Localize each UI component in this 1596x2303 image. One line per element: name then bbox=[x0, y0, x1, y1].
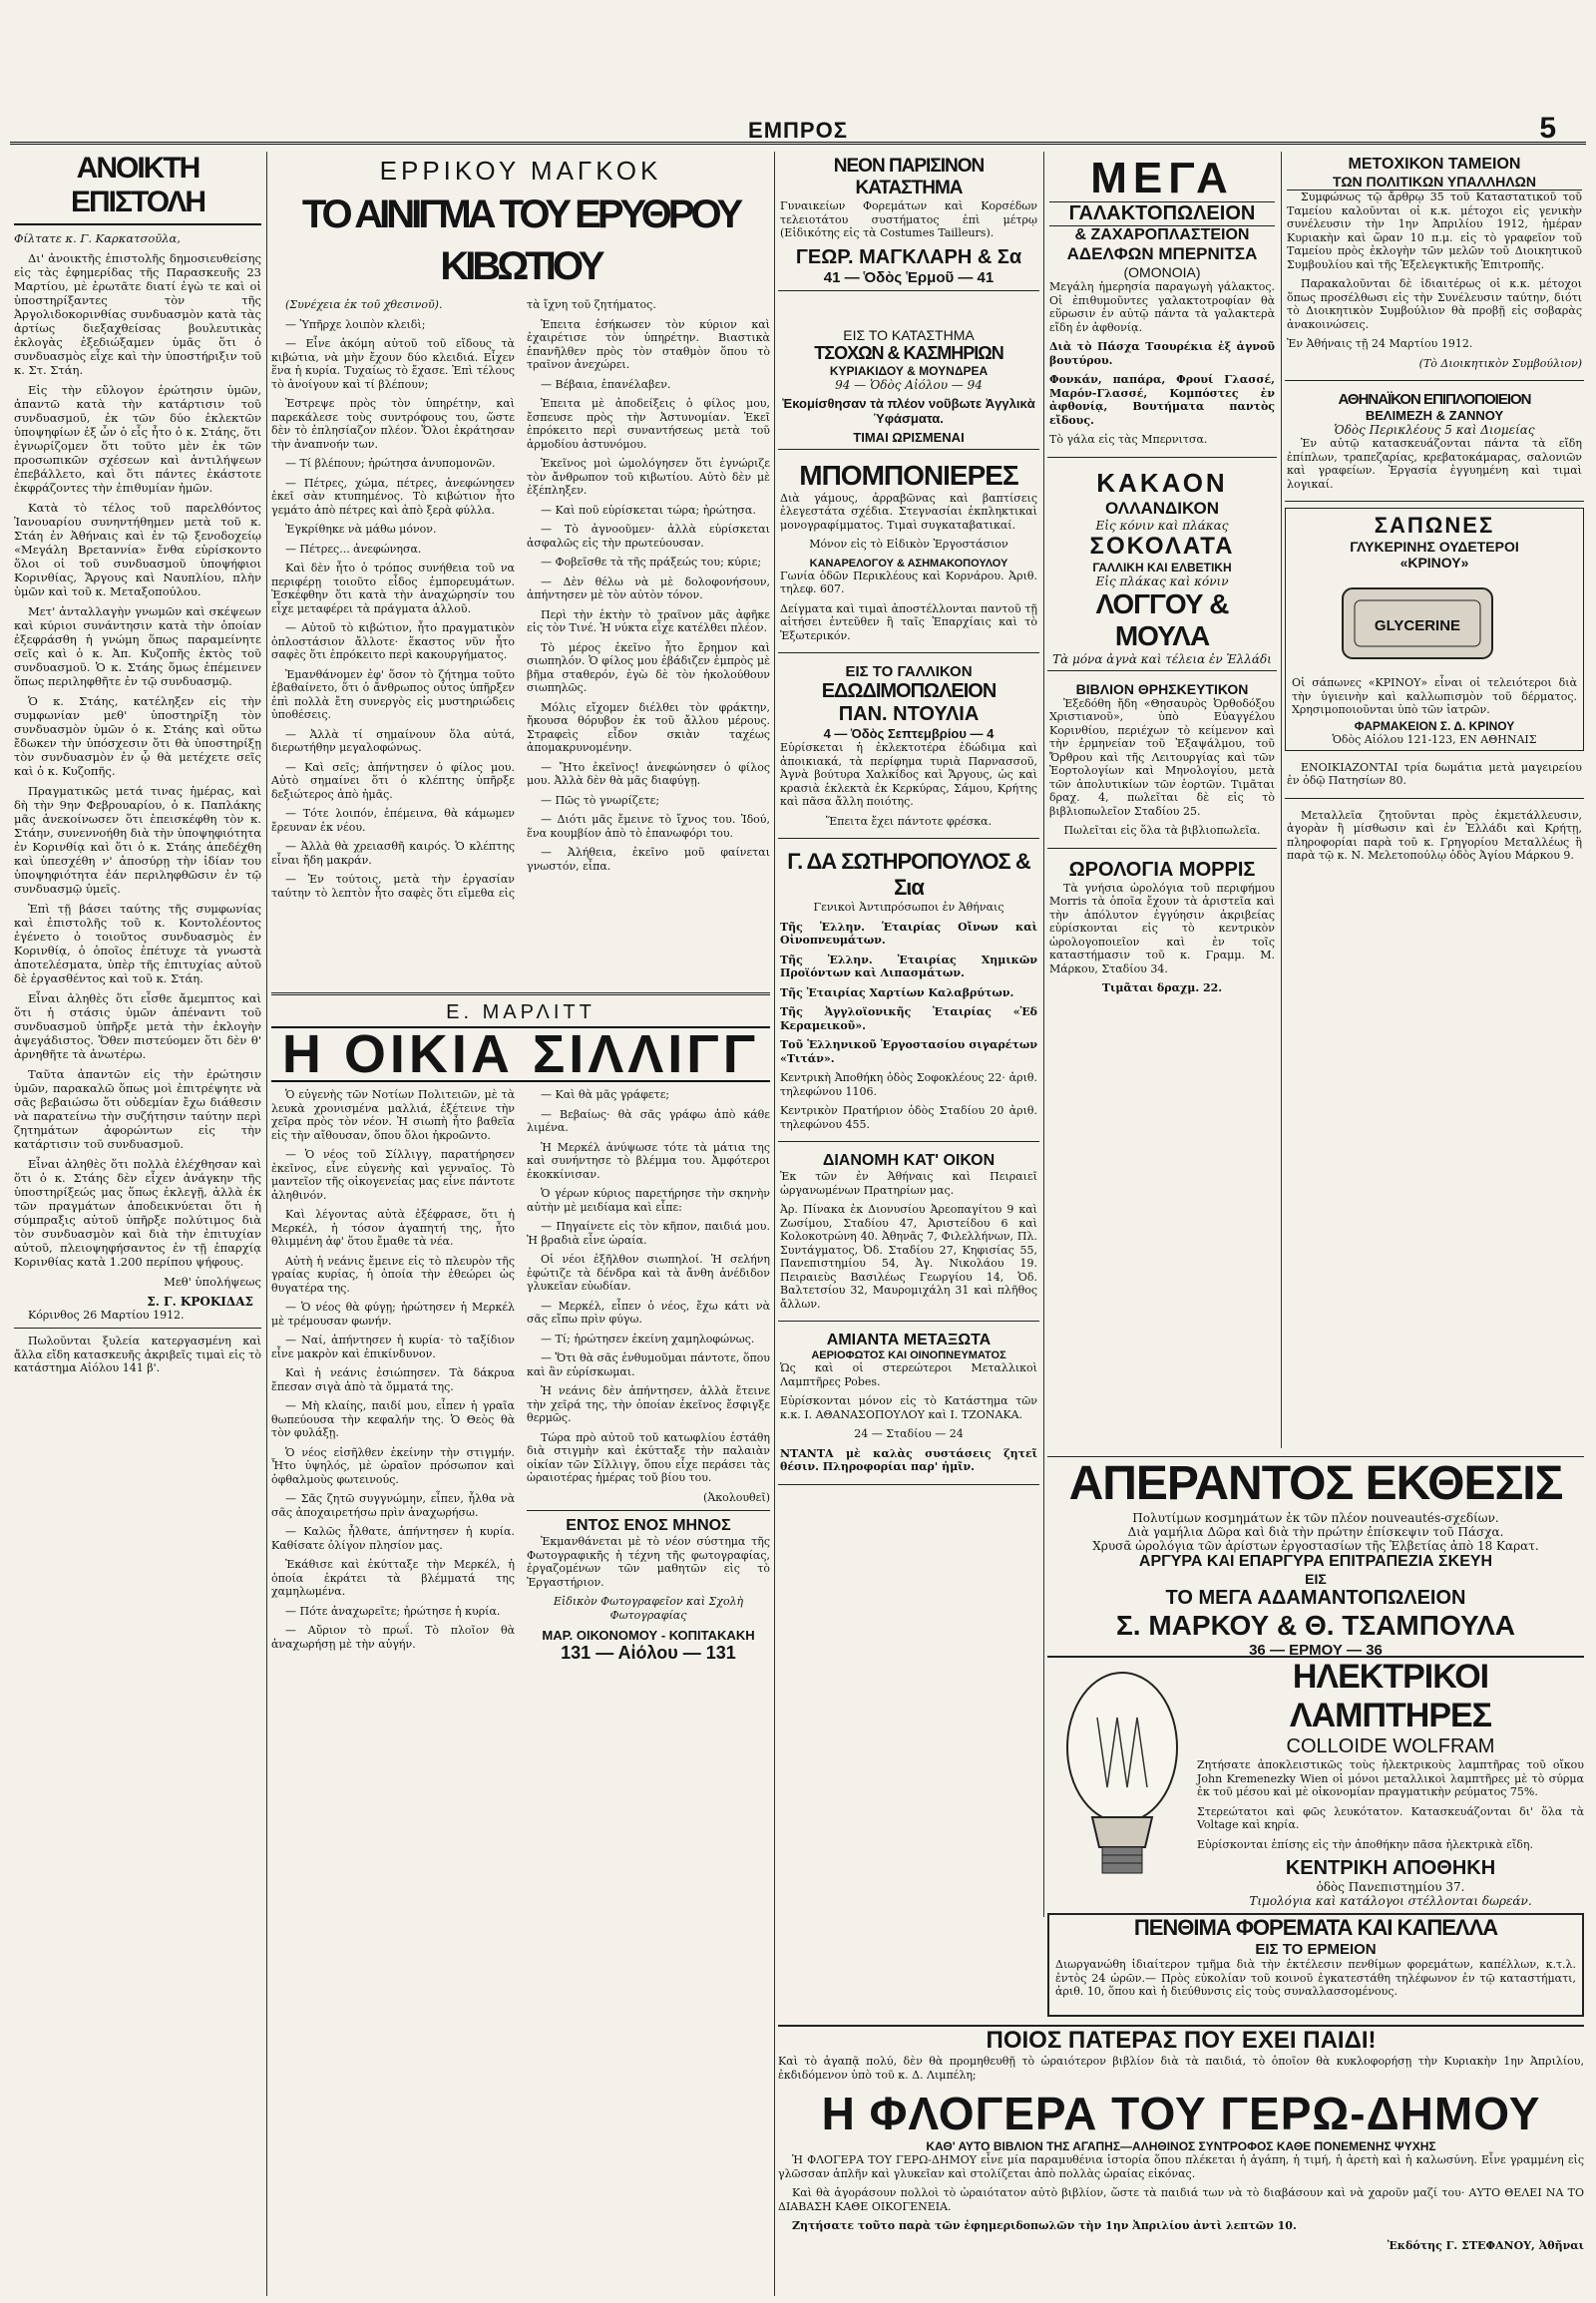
ad-title: ΕΔΩΔΙΜΟΠΩΛΕΙΟΝ bbox=[821, 680, 997, 702]
serial2-paragraph: Οἱ νέοι ἐξῆλθον σιωπηλοί. Ἡ σελήνη ἐφώτιζε τὰ δένδρα καὶ τὰ ἄνθη ἀνέδιδον γλυκεῖαν εὐωδίαν. bbox=[527, 1253, 770, 1293]
ad-text: Ἐκομίσθησαν τὰ πλέον νοῦβωτε Ἀγγλικὰ Ὑφάσματα. bbox=[782, 395, 1035, 426]
ad-item: Τοῦ Ἑλληνικοῦ Ἐργοστασίου σιγαρέτων «Τιτάν». bbox=[780, 1038, 1037, 1065]
letter-paragraph: Κατὰ τὸ τέλος τοῦ παρελθόντος Ἰανουαρίου συνηντήθημεν μετὰ τοῦ κ. Στάη ἐν Ἀθήναις καὶ ἐν τῷ ξενοδοχείῳ «Μεγάλη Βρεταννία» ἔνθα εὑρίσκοντο ὅλοι οἱ τοῦ συνδυασμοῦ ὑποψήφιοι Κορινθίας, Ἄργους καὶ Ναυπλίου, πλὴν ὑμῶν καὶ τοῦ κ. Μεταξοπούλου. bbox=[14, 501, 261, 598]
masthead-title: ΕΜΠΡΟΣ bbox=[748, 118, 848, 143]
serial2-paragraph: — Καὶ θὰ μᾶς γράφετε; bbox=[541, 1088, 670, 1101]
masthead bbox=[10, 112, 1586, 145]
ad-sub: ΓΑΛΑΚΤΟΠΩΛΕΙΟΝ bbox=[1049, 201, 1275, 226]
page-number: 5 bbox=[1539, 112, 1556, 145]
ad-electric-lamps bbox=[1047, 1656, 1584, 1907]
serial1-paragraph: — Βέβαια, ἐπανέλαβεν. bbox=[541, 377, 671, 391]
ad-title: ΩΡΟΛΟΓΙΑ ΜΟΡΡΙΣ bbox=[1068, 858, 1256, 881]
ad-sub: ΑΕΡΙΟΦΩΤΟΣ ΚΑΙ ΟΙΝΟΠΝΕΥΜΑΤΟΣ bbox=[811, 1349, 1006, 1361]
serial2-author: Ε. ΜΑΡΛΙΤΤ bbox=[446, 1001, 596, 1023]
ad-book-flute bbox=[778, 2025, 1584, 2296]
ad-name: ΑΔΕΛΦΩΝ ΜΠΕΡΝΙΤΣΑ bbox=[1066, 244, 1258, 263]
serial2-paragraph: — Πηγαίνετε εἰς τὸν κῆπον, παιδιά μου. Ἡ βραδιὰ εἶνε ὡραία. bbox=[527, 1220, 770, 1247]
ad-line: Διὰ γαμήλια Δῶρα καὶ διὰ τὴν πρώτην ἐπίσκεψιν τοῦ Πάσχα. bbox=[1127, 1525, 1504, 1539]
ad-price: Τιμᾶται δραχμ. 22. bbox=[1101, 981, 1223, 994]
ad-title2: ΣΟΚΟΛΑΤΑ bbox=[1089, 532, 1235, 560]
serial1-body bbox=[271, 298, 770, 986]
ad-dairy bbox=[1047, 152, 1277, 458]
ad-brand: COLLOIDE WOLFRAM bbox=[1286, 1735, 1495, 1757]
letter-paragraph: Δι' ἀνοικτῆς ἐπιστολῆς δημοσιευθείσης εἰς τὰς ἐφημερίδας τῆς Παρασκευῆς 23 Μαρτίου, μὲ ἐρωτᾶτε διατί ἐγὼ τε καὶ οἱ ὑποστηρίξαντες τὸν τῆς Ἀργολιδοκορινθίας συνδυασμὸν κατὰ τὰς ἀρτίως διεξαχθείσας βουλευτικὰς ἐκλογὰς ἐξεδιώξαμεν ὑμᾶς ὅτι ὁ συνδυασμὸς εἶχε καὶ τὴν ὑποστήριξιν τοῦ κ. Στ. Στάη. bbox=[14, 251, 261, 377]
divider bbox=[527, 1510, 770, 1511]
ad-text: Διὰ γάμους, ἀρραβῶνας καὶ βαπτίσεις ἐλεγεστάτα σχέδια. Στεγνασίαι ἐκπληκτικαὶ μονογραφίμματος. Τιμαὶ συγκαταβατικαί. bbox=[780, 491, 1037, 532]
ad-name: ΠΑΝ. ΝΤΟΥΛΙΑ bbox=[838, 703, 980, 725]
serial2-paragraph: — Μερκέλ, εἶπεν ὁ νέος, ἔχω κάτι νὰ σᾶς εἴπω πρὶν φύγω. bbox=[527, 1299, 770, 1326]
serial2-paragraph: — Βεβαίως· θὰ σᾶς γράφω ἀπὸ κάθε λιμένα. bbox=[527, 1107, 770, 1134]
ad-address: 24 — Σταδίου — 24 bbox=[854, 1427, 964, 1440]
ad-title: ΒΙΒΛΙΟΝ ΘΡΗΣΚΕΥΤΙΚΟΝ bbox=[1075, 680, 1249, 697]
ad-text: Τὰ γνήσια ὡρολόγια τοῦ περιφήμου Morris τὰ ὁποῖα ἔχουν τὰ ἀριστεῖα καὶ τὴν ἀπόλυτον ἐγγύησιν ἀκριβείας εὑρίσκονται εἰς τὸ κεντρικὸν ὡρολογοποιεῖον καὶ ἐν τοῖς καταστήμασιν τοῦ κ. Γραμμ. Μ. Μάρκου, Σταδίου 34. bbox=[1049, 881, 1275, 975]
serial1-paragraph: — Ἀλλὰ τί σημαίνουν ὅλα αὐτά, διερωτήθην μεγαλοφώνως. bbox=[271, 727, 515, 754]
serial2-paragraph: Ὁ γέρων κύριος παρετήρησε τὴν σκηνὴν αὐτὴν μὲ μειδίαμα καὶ εἶπε: bbox=[527, 1187, 770, 1214]
ad-line: Εἰς κόνιν καὶ πλάκας bbox=[1095, 518, 1229, 533]
soap-label: GLYCERINE bbox=[1374, 617, 1461, 634]
ad-address: ὁδὸς Πανεπιστημίου 37. bbox=[1316, 1880, 1465, 1894]
serial2-paragraph: Αὐτὴ ἡ νεάνις ἔμεινε εἰς τὸ πλευρὸν τῆς γραίας κυρίας, ἡ ὁποία τὴν ἐθεώρει ὡς θυγατέρα της. bbox=[271, 1254, 515, 1295]
ad-text: Οἱ σάπωνες «ΚΡΙΝΟΥ» εἶναι οἱ τελειότεροι διὰ τὴν ὑγιεινὴν καὶ καλλωπισμὸν τοῦ δέρματος. Χρησιμοποιοῦνται ὑπὸ τῶν ἰατρῶν. bbox=[1292, 676, 1577, 716]
serial1-paragraph: — Ἤτο ἐκεῖνος! ἀνεφώνησεν ὁ φίλος μου. Ἀλλὰ δὲν θὰ μᾶς διαφύγῃ. bbox=[527, 760, 770, 787]
ad-footer: Τὰ μόνα ἀγνὰ καὶ τέλεια ἐν Ἑλλάδι bbox=[1052, 651, 1272, 666]
ad-closing: Πωλεῖται εἰς ὅλα τὰ βιβλιοπωλεῖα. bbox=[1063, 824, 1261, 837]
serial1-paragraph: — Πῶς τὸ γνωρίζετε; bbox=[541, 793, 660, 807]
serial2-paragraph: Ἡ Μερκέλ ἀνύψωσε τότε τὰ μάτια της καὶ συνήντησε τὸ βλέμμα του. Ἀμφότεροι ἐκοκκίνισαν. bbox=[527, 1140, 770, 1181]
letter-closing: Μεθ' ὑπολήψεως bbox=[164, 1275, 261, 1289]
ad-furniture bbox=[1285, 387, 1584, 502]
ad-text: Ὡς καὶ οἱ στερεώτεροι Μεταλλικοὶ Λαμπτῆρες Pobes. bbox=[780, 1361, 1037, 1388]
ad-date: Ἐν Ἀθήναις τῇ 24 Μαρτίου 1912. bbox=[1287, 337, 1473, 350]
ad-shop: Εὑρίσκονται μόνον εἰς τὸ Κατάστημα τῶν κ.κ. Ι. ΑΘΑΝΑΣΟΠΟΥΛΟΥ καὶ Ι. ΤΖΟΝΑΚΑ. bbox=[780, 1394, 1037, 1421]
serial1-paragraph: Ἐπειτα ἐσήκωσεν τὸν κύριον καὶ ἐχαιρέτισε τὸν ὑπηρέτην. Βιαστικὰ ἐπανῆλθεν πρὸς τὸν σταθμὸν ὅπου τὸ τραῖνον ἀνεχώρει. bbox=[527, 317, 770, 371]
serial1-paragraph: Ἐμανθάνομεν ἐφ' ὅσον τὸ ζήτημα τοῦτο ἐβαθαίνετο, ὅτι ὁ ἄνθρωπος οὗτος ὑπῆρξεν ἐπὶ πολλὰ ἔτη συνεργὸς εἰς μυστηριώδεις ὑποθέσεις. bbox=[271, 667, 515, 721]
serial2-paragraph: — Ὁ νέος θὰ φύγῃ; ἠρώτησεν ἡ Μερκέλ μὲ τρέμουσαν φωνήν. bbox=[271, 1301, 515, 1328]
soap-bar-illustration bbox=[1335, 571, 1534, 670]
ad-parisian-store bbox=[778, 152, 1039, 291]
ad-text: Ἐν αὐτῷ κατασκευάζονται πάντα τὰ εἴδη ἐπίπλων, τραπεζαρίας, κρεβατοκάμαρας, σαλονιῶν καὶ γραφείων. Ἐργασία ἐγγυημένη καὶ τιμαὶ λογικαί. bbox=[1287, 437, 1582, 491]
ad-mantles bbox=[778, 1328, 1039, 1485]
ad-question: ΠΟΙΟΣ ΠΑΤΕΡΑΣ ΠΟΥ ΕΧΕΙ ΠΑΙΔΙ! bbox=[986, 2027, 1377, 2054]
serial1-paragraph: — Τί βλέπουν; ἠρώτησα ἀνυπομονῶν. bbox=[285, 457, 496, 470]
column-divider bbox=[1281, 152, 1282, 1448]
ad-text: Εὑρίσκονται ἐπίσης εἰς τὴν ἀποθήκην πᾶσα ἠλεκτρικὰ εἴδη. bbox=[1197, 1837, 1533, 1851]
serial1-paragraph: — Αὐτοῦ τὸ κιβώτιον, ἦτο πραγματικὸν ὁπλοστάσιον ἄλλοτε· ἕκαστος νῦν ἦτο σαφὲς ὅτι ἐπρόκειτο περὶ κακουργήματος. bbox=[271, 621, 515, 661]
ad-text: Καὶ θὰ ἀγοράσουν πολλοὶ τὸ ὡραιότατον αὐτὸ βιβλίον, ὥστε τὰ παιδιά των νὰ τὸ διαβάσουν καὶ νὰ χαροῦν μαζί του· ΑΥΤΟ ΘΕΛΕΙ ΝΑ ΤΟ ΔΙΑΒΑΣΗ ΚΑΘΕ ΟΙΚΟΓΕΝΕΙΑ. bbox=[778, 2186, 1584, 2213]
serial1-paragraph: Ἐκεῖνος μοὶ ὡμολόγησεν ὅτι ἐγνώριζε τὸν ἄνθρωπον τοῦ κιβωτίου. Αὐτὸ δὲν μὲ ἐξέπληξεν. bbox=[527, 457, 770, 497]
ad-title: ΜΕΤΟΧΙΚΟΝ ΤΑΜΕΙΟΝ bbox=[1348, 156, 1521, 173]
filler-heading: ΕΝΤΟΣ ΕΝΟΣ ΜΗΝΟΣ bbox=[566, 1517, 731, 1534]
letter-paragraph: Εἶναι ἀληθὲς ὅτι εἶσθε ἄμεμπτος καὶ ὅτι ἡ στάσις ὑμῶν ἀπέναντι τοῦ συνδυασμοῦ ὑπῆρξε μετὰ τὴν ἐκλογὴν ἀψεγάδιστος. Ὅθεν πιστεύομεν ὅτι δὲν θ' ἀρνηθῆτε τὰ ἀνωτέρω. bbox=[14, 991, 261, 1061]
serial1-paragraph: — Εἶνε ἀκόμη αὐτοῦ τοῦ εἴδους τὰ κιβώτια, νὰ μὴν ἔχουν δύο κλειδιά. Εἶχεν ἕνα ἡ κυρία. Τυχαίως τὸ ἔχασε. Ἐπὶ τέλους τὸ ἀνοίγουν καὶ τί βλέπουν; bbox=[271, 337, 515, 391]
ad-note: Δείγματα καὶ τιμαὶ ἀποστέλλονται παντοῦ τῇ αἰτήσει ἐντεῦθεν ἢ ταῖς Ἐπαρχίαις καὶ τὸ Ἐξωτερικόν. bbox=[780, 601, 1037, 642]
ad-text: ΕΝΟΙΚΙΑΖΟΝΤΑΙ τρία δωμάτια μετὰ μαγειρείου ἐν ὁδῷ Πατησίων 80. bbox=[1287, 760, 1582, 787]
ad-list: Ἀρ. Πίνακα ἐκ Διονυσίου Ἀρεοπαγίτου 9 καὶ Ζωσίμου, Σταδίου 47, Ἀριστείδου 6 καὶ Κολοκοτρώνη 40. Ἀθηνᾶς 7, Φιλελλήνων, Πλ. Συντάγματος, Ὀδ. Σταδίου 27, Κηφισίας 55, Πανεπιστημίου 54, Ἀγ. Νικολάου 19. Πειραιεὺς Βασιλέως Γεωργίου 14, Ὁδ. Βαλτετσίου 32, Μαυρομιχάλη 31 καὶ πλῆθος ἄλλων. bbox=[780, 1203, 1037, 1311]
ad-line2: Εἰς πλάκας καὶ κόνιν bbox=[1095, 574, 1229, 588]
serial1-paragraph: — Φοβεῖσθε τὰ τῆς πράξεώς του; κύριε; bbox=[541, 556, 762, 569]
ad-pre: ΕΙΣ bbox=[1305, 1571, 1327, 1587]
ad-text: Διωργανώθη ἰδιαίτερον τμῆμα διὰ τὴν ἐκτέλεσιν πενθίμων φορεμάτων, καπέλλων, κ.τ.λ. ἐντὸς 24 ὡρῶν.— Πρὸς εὐκολίαν τοῦ κοινοῦ ἐγκατεστάθη τηλέφωνον ἐν τῷ καταστήματι, ἀριθ. 10, ὅπου καὶ ἡ διεύθυνσις εἰς τοὺς συναλλασσομένους. bbox=[1055, 1958, 1576, 1998]
ad-question-text: Καὶ τὸ ἀγαπᾷ πολύ, δὲν θὰ προμηθευθῇ τὸ ὡραιότερον βιβλίον διὰ τὰ παιδιά, τὸ ὁποῖον θὰ κυκλοφορήσῃ τὴν Κυριακὴν 1ην Ἀπριλίου, ἐκδιδόμενον ὑπὸ τοῦ κ. Δ. Λιμπέλη; bbox=[778, 2055, 1584, 2082]
ad-name: ΤΣΟΧΩΝ & ΚΑΣΜΗΡΙΩΝ bbox=[814, 342, 1003, 363]
ad-shareholders-fund bbox=[1285, 152, 1584, 381]
serial1-author: ΕΡΡΙΚΟΥ ΜΑΓΚΟΚ bbox=[379, 156, 662, 186]
serial2-body bbox=[271, 1088, 770, 2125]
serial2-paragraph: — Μὴ κλαίης, παιδί μου, εἶπεν ἡ γραῖα θωπεύουσα τὴν κεφαλήν της. Ὁ Θεὸς θὰ τὸν φυλάξῃ. bbox=[271, 1399, 515, 1439]
open-letter-column bbox=[14, 152, 261, 2296]
serial1-paragraph: — Ἐν τούτοις, μετὰ τὴν ἐργασίαν ταύτην τὸ λεπτὸν ἦτο σαφὲς ὅτι εἴμεθα εἰς τὰ ἴχνη τοῦ ζητήματος. bbox=[271, 298, 656, 900]
column-divider bbox=[1043, 152, 1044, 1917]
ad-center: ΚΕΝΤΡΙΚΗ ΑΠΟΘΗΚΗ bbox=[1285, 1857, 1496, 1879]
serial1-note: (Συνέχεια ἐκ τοῦ χθεσινοῦ). bbox=[285, 298, 443, 311]
ad-address: 41 — Ὁδὸς Ἑρμοῦ — 41 bbox=[823, 268, 995, 286]
letter-paragraph: Πραγματικῶς μετά τινας ἡμέρας, καὶ δὴ τὴν 9ην Φεβρουαρίου, ὁ κ. Παπλάκης μᾶς ἀνεκοίνωσεν ὅτι ἐπεισκέφθη τὸν κ. Στάην, συνεννοήθη διὰ τὴν ὑποψηφιότητα ἐν Κορινθίᾳ καὶ ὅτι ὁ κ. Στάης ἀπεδέχθη καὶ ὑπεσχέθη ν' ἀποσύρῃ τὴν ἰδίαν του ὑποψηφιότητα ἐάν περιληφθῶσιν ἐν τῷ συνδυασμῷ ὑμεῖς. bbox=[14, 784, 261, 896]
ad-title: ΣΑΠΩΝΕΣ bbox=[1374, 513, 1495, 538]
ad-title: ΑΘΗΝΑΪΚΟΝ ΕΠΙΠΛΟΠΟΙΕΙΟΝ bbox=[1338, 391, 1531, 408]
ad-address: 94 — Ὁδὸς Αἰόλου — 94 bbox=[835, 377, 983, 392]
filler-text: Ἐκμανθάνεται μὲ τὸ νέον σύστημα τῆς Φωτογραφικῆς ἡ τέχνη τῆς φωτογραφίας, ἐργαζομένων τῶν μαθητῶν εἰς τὸ Ἐργαστήριον. bbox=[527, 1535, 770, 1589]
serial2-paragraph: — Σᾶς ζητῶ συγγνώμην, εἶπεν, ἦλθα νὰ σᾶς ἀποχαιρετήσω πρὶν ἀναχωρήσω. bbox=[271, 1492, 515, 1519]
serial1-paragraph: — Δὲν θέλω νὰ μὲ δολοφονήσουν, ἀπήντησεν μὲ τὸν αὐτὸν τόνον. bbox=[527, 575, 770, 601]
letter-paragraph: Ὁ κ. Στάης, κατέληξεν εἰς τὴν συμφωνίαν μεθ' ὑποστηρίξη τὸν συνδυασμὸν ὑμῶν ὁ κ. Στάης καὶ οὕτω ἔδωκεν τὴν ὑπόσχεσιν ὅτι θὰ ὑποστηρίξῃ τὸν συνδυασμὸν ἐν ᾧ θὰ μετέχετε σεῖς καὶ ὁ κ. Κυζοπῆς. bbox=[14, 694, 261, 778]
ad-text: Ζητήσατε ἀποκλειστικῶς τοὺς ἠλεκτρικοὺς λαμπτῆρας τοῦ οἴκου John Kremenezky Wien οἱ μόνοι μεταλλικοὶ λαμπτῆρες μὲ τὸ σύρμα ἐκ τοῦ μέσου καὶ μὲ οἰκονομίαν πραγματικὴν ρεύματος 75%. bbox=[1197, 1758, 1584, 1798]
ad-owners: ΚΥΡΙΑΚΙΔΟΥ & ΜΟΥΝΔΡΕΑ bbox=[829, 363, 989, 378]
ad-pre: ΕΙΣ ΤΟ ΓΑΛΛΙΚΟΝ bbox=[845, 663, 973, 680]
ads-column-4 bbox=[1047, 152, 1277, 1448]
column-divider bbox=[774, 152, 775, 2296]
ad-title: ΑΠΕΡΑΝΤΟΣ ΕΚΘΕΣΙΣ bbox=[1068, 1457, 1563, 1510]
ad-text: Εὑρίσκεται ἡ ἐκλεκτοτέρα ἐδώδιμα καὶ ἀποικιακά, τὰ περίφημα τυριὰ Παρνασσοῦ, Ἀγνὰ βούτυρα Χαλκίδος καὶ Ἄργους, ὡς καὶ κρασιὰ ἐκλεκτὰ ἐκ Κερκύρας, Σάμου, Κρήτης καὶ πᾶσα ἄλλη ποιότης. bbox=[780, 741, 1037, 808]
serial1-paragraph: Τὸ μέρος ἐκεῖνο ἦτο ἔρημον καὶ σιωπηλόν. Ὁ φίλος μου ἐβάδιζεν ἐμπρὸς μὲ βῆμα σταθερόν, ἐγὼ δὲ τὸν ἠκολούθουν σιωπηλῶς. bbox=[527, 640, 770, 694]
ad-item: Τῆς Ἀγγλοϊονικῆς Ἑταιρίας «Ἐδ Κεραμεικοῦ». bbox=[780, 1005, 1037, 1032]
ad-item: Τῆς Ἑλλην. Ἑταιρίας Οἴνων καὶ Οἰνοπνευμάτων. bbox=[780, 920, 1037, 947]
ad-cloth-store bbox=[778, 297, 1039, 450]
serial2-paragraph: — Πότε ἀναχωρεῖτε; ἠρώτησε ἡ κυρία. bbox=[285, 1604, 501, 1618]
ad-prices: ΤΙΜΑΙ ΩΡΙΣΜΕΝΑΙ bbox=[853, 429, 965, 445]
serial1-paragraph: Περὶ τὴν ἐκτὴν τὸ τραῖνον μᾶς ἀφῆκε εἰς τὸν Τινέ. Ἡ νύκτα εἶχε κατέλθει πλέον. bbox=[527, 607, 770, 634]
serial1-header bbox=[271, 156, 770, 292]
ad-rooms-for-rent bbox=[1285, 757, 1584, 799]
ad-pre: ΕΙΣ ΤΟ ΚΑΤΑΣΤΗΜΑ bbox=[843, 326, 975, 343]
ad-item: Τῆς Ἑταιρίας Χαρτίων Καλαβρύτων. bbox=[780, 985, 1014, 999]
ad-shop-address: Γωνία ὁδῶν Περικλέους καὶ Κορνάρου. Ἀριθ. τηλεφ. 607. bbox=[780, 569, 1037, 595]
column-divider bbox=[266, 152, 267, 2296]
ad-line: ΑΡΓΥΡΑ ΚΑΙ ΕΠΑΡΓΥΡΑ ΕΠΙΤΡΑΠΕΖΙΑ ΣΚΕΥΗ bbox=[1138, 1553, 1493, 1570]
ad-title: Η ΦΛΟΓΕΡΑ ΤΟΥ ΓΕΡΩ-ΔΗΜΟΥ bbox=[821, 2088, 1541, 2139]
serial2-paragraph: Καὶ λέγοντας αὐτὰ ἐξέφρασε, ὅτι ἡ Μερκέλ, ἡ τόσον ἀγαπητή της, ἦτο θλιμμένη ἀφ' ὅτου ἔμαθε τὰ νέα. bbox=[271, 1208, 515, 1248]
serial2-paragraph: — Ναί, ἀπήντησεν ἡ κυρία· τὸ ταξίδιον εἶνε μακρὸν καὶ ἐπικίνδυνον. bbox=[271, 1334, 515, 1360]
serial1-paragraph: — Ἀλλὰ θὰ χρειασθῆ καιρός. Ὁ κλέπτης εἶναι ἤδη μακράν. bbox=[271, 840, 515, 867]
letter-paragraph: Ταῦτα ἀπαντῶν εἰς τὴν ἐρώτησιν ὑμῶν, παρακαλῶ ὅπως μοὶ ἐπιτρέψητε νὰ σᾶς βεβαιώσω ὅτι οὐδεμίαν ἔχω διάθεσιν νὰ παρατείνω τὴν συζήτησιν ταύτην περὶ ζητημάτων ἀφορώντων εἰς τὴν κατάρτισιν τοῦ συνδυασμοῦ. bbox=[14, 1067, 261, 1151]
ad-text: Μεγάλη ἡμερησία παραγωγὴ γάλακτος. Οἱ ἐπιθυμοῦντες γαλακτοτροφίαν θὰ εὕρωσιν ἐν αὐτῷ πάντα τὰ γαλακτερὰ εἴδη ἐν ἀφθονίᾳ. bbox=[1049, 280, 1275, 334]
ad-offices: Κεντρικὸν Πρατήριον ὁδὸς Σταδίου 20 ἀριθ. τηλεφώνου 455. bbox=[780, 1104, 1037, 1131]
serial-column bbox=[271, 152, 770, 2296]
ad-name: Γ. ΔΑ ΣΩΤΗΡΟΠΟΥΛΟΣ & Σια bbox=[787, 849, 1030, 900]
ad-cocoa bbox=[1047, 464, 1277, 671]
ad-name: ΓΕΩΡ. ΜΑΓΚΛΑΡΗ & Σα bbox=[795, 245, 1022, 268]
serial1-paragraph: — Πέτρες... ἀνεφώνησα. bbox=[285, 542, 422, 556]
ad-title: ΚΑΚΑΟΝ bbox=[1096, 467, 1228, 498]
ad-sub: ΓΛΥΚΕΡΙΝΗΣ ΟΥΔΕΤΕΡΟΙ bbox=[1350, 539, 1519, 555]
ad-sub: ΚΑΘ' ΑΥΤΟ ΒΙΒΛΙΟΝ ΤΗΣ ΑΓΑΠΗΣ—ΑΛΗΘΙΝΟΣ ΣΥΝΤΡΟΦΟΣ ΚΑΘΕ ΠΟΝΕΜΕΝΗΣ ΨΥΧΗΣ bbox=[926, 2139, 1436, 2153]
serial1-paragraph: Ἐστρεψε πρὸς τὸν ὑπηρέτην, καὶ παρεκάλεσε τοὺς συντρόφους του, ὥστε δὲν τὸ ἐπλησίαζον πλέον. Ὅλοι ἐκράτησαν τὴν ἀναπνοήν των. bbox=[271, 397, 515, 451]
ad-brand: «ΚΡΙΝΟΥ» bbox=[1399, 555, 1469, 571]
ad-sub2: & ΖΑΧΑΡΟΠΛΑΣΤΕΙΟΝ bbox=[1074, 226, 1250, 243]
serial2-paragraph: Καὶ ἡ νεάνις ἐσιώπησεν. Τὰ δάκρυα ἔπεσαν σιγὰ ἀπὸ τὰ ὄμματά της. bbox=[271, 1366, 515, 1393]
ad-sub: ΒΕΛΙΜΕΖΗ & ΖΑΝΝΟΥ bbox=[1365, 408, 1504, 423]
ad-shop: ΚΑΝΑΡΕΛΟΓΟΥ & ΑΣΗΜΑΚΟΠΟΥΛΟΥ bbox=[809, 557, 1008, 570]
serial2-paragraph: — Ὅτι θὰ σᾶς ἐνθυμοῦμαι πάντοτε, ὅπου καὶ ἂν εὑρίσκωμαι. bbox=[527, 1351, 770, 1378]
serial1-paragraph: Ἐγκρίθηκε νὰ μάθω μόνον. bbox=[285, 523, 437, 536]
ad-sub: Γενικοὶ Ἀντιπρόσωποι ἐν Ἀθήναις bbox=[813, 901, 1004, 914]
ad-title: ΔΙΑΝΟΜΗ ΚΑΤ' ΟΙΚΟΝ bbox=[822, 1152, 996, 1169]
ad-sub2: ΓΑΛΛΙΚΗ ΚΑΙ ΕΛΒΕΤΙΚΗ bbox=[1092, 560, 1232, 575]
letter-paragraph: Ἐπὶ τῇ βάσει ταύτης τῆς συμφωνίας καὶ ἐπιστολῆς τοῦ κ. Κοντολέοντος ἐγένετο ὁ τοιοῦτος συνδυασμὸς ἐν Κορινθίᾳ, ὁ ὁποῖος ἐπέτυχε τὰ γνωστὰ ἀποτελέσματα, ὑπὲρ τῆς ἐπιτυχίας αὐτοῦ δὲ ἐργασθέντος καὶ τοῦ κ. Στάη. bbox=[14, 902, 261, 985]
serial2-paragraph: — Καλῶς ἦλθατε, ἀπήντησεν ἡ κυρία. Καθίσατε ὀλίγον πλησίον μας. bbox=[271, 1525, 515, 1552]
ad-address: 36 — ΕΡΜΟΥ — 36 bbox=[1249, 1642, 1383, 1659]
ad-title: ΜΕΓΑ bbox=[1090, 154, 1234, 202]
ad-sign: (Τὸ Διοικητικὸν Συμβούλιον) bbox=[1418, 356, 1582, 370]
open-letter-headline: ΑΝΟΙΚΤΗ ΕΠΙΣΤΟΛΗ bbox=[14, 152, 261, 225]
serial1-paragraph: — Καὶ ποῦ εὑρίσκεται τώρα; ἠρώτησα. bbox=[541, 503, 756, 517]
letter-salutation: Φίλτατε κ. Γ. Καρκατσοῦλα, bbox=[14, 231, 181, 245]
filler-owner: ΜΑΡ. ΟΙΚΟΝΟΜΟΥ - ΚΟΠΙΤΑΚΑΚΗ bbox=[542, 1628, 755, 1643]
serial1-paragraph: — Ὑπῆρχε λοιπὸν κλειδὶ; bbox=[285, 317, 426, 331]
serial2-paragraph: Ὁ νέος εἰσῆλθεν ἐκείνην τὴν στιγμήν. Ἦτο ὑψηλός, μὲ ὡραῖον πρόσωπον καὶ ὀφθαλμοὺς φωτεινούς. bbox=[271, 1445, 515, 1486]
ad-item: Τῆς Ἑλλην. Ἑταιρίας Χημικῶν Προϊόντων καὶ Λιπασμάτων. bbox=[780, 953, 1037, 979]
ad-extra: Ἕπειτα ἔχει πάντοτε φρέσκα. bbox=[825, 814, 993, 828]
ad-text: Ἐξεδόθη ἤδη «Θησαυρὸς Ὀρθοδόξου Χριστιανοῦ», ὑπὸ Εὐαγγέλου Κορινθίου, περιέχων τὸ κείμενον καὶ τὴν ἑρμηνείαν τοῦ Ἐξαψάλμου, τοῦ Ὄρθρου καὶ τῆς Λειτουργίας καὶ τῶν Ἑορτολογίων καὶ Μηνολογίου, μετὰ τῶν ἀπολυτικίων τῶν ἑορτῶν. Τιμᾶται δραχ. 4, πωλεῖται δὲ εἰς τὸ βιβλιοπωλεῖον Σταδίου 25. bbox=[1049, 696, 1275, 818]
ad-sub: ΟΛΛΑΝΔΙΚΟΝ bbox=[1105, 498, 1219, 518]
filler-address: 131 — Αἰόλου — 131 bbox=[561, 1643, 736, 1663]
ad-text: Γυναικείων Φορεμάτων καὶ Κορσέδων τελειοτάτου συστήματος ἐπὶ μέτρῳ (Εἰδικότης εἰς τὰ Costumes Tailleurs). bbox=[780, 199, 1037, 239]
serial1-paragraph: — Καὶ σεῖς; ἀπήντησεν ὁ φίλος μου. Αὐτὸ σημαίνει ὅτι ὁ κλέπτης ὑπῆρξε δεξιώτερος ἀπὸ ἡμᾶς. bbox=[271, 760, 515, 801]
letter-signature: Σ. Γ. ΚΡΟΚΙΔΑΣ bbox=[147, 1295, 253, 1309]
ad-price: Ζητήσατε τοῦτο παρὰ τῶν ἐφημεριδοπωλῶν τὴν 1ην Ἀπριλίου ἀντὶ λεπτῶν 10. bbox=[792, 2219, 1297, 2232]
serial1-paragraph: — Τότε λοιπόν, ἐπέμεινα, θὰ κάμωμεν ἔρευναν ἐκ νέου. bbox=[271, 807, 515, 834]
ad-address: Ὁδὸς Περικλέους 5 καὶ Διομείας bbox=[1334, 423, 1535, 437]
ad-mines bbox=[1285, 805, 1584, 873]
letter-paragraph: Εἶναι ἀληθὲς ὅτι πολλὰ ἐλέχθησαν καὶ ὅτι ὁ κ. Στάης δὲν εἶχεν ἀνάγκην τῆς ὑποστηρίξεώς μας ὅπως ἐκλεγῇ, ἀλλὰ ἐκ τῶν πραγμάτων ἀποδεικνύεται ὅτι ἡ σύμπραξις αὐτοῦ ὑπῆρξε πολύτιμος διὰ τὸν συνδυασμὸν καὶ διὰ τὴν ἐπιτυχίαν αὐτοῦ, πλειοψηφήσαντος ἐν τῇ ἐπαρχίᾳ Κορινθίας κατὰ 1.200 περίπου ψήφους. bbox=[14, 1157, 261, 1269]
serial1-paragraph: Καὶ δὲν ἦτο ὁ τρόπος συνήθεια τοῦ να περιφέρῃ τοιοῦτο εἶδος ἐμπορευμάτων. Ἐσκέφθην ὅτι κατὰ τὴν ἀναχώρησίν του εἶχε μεταφέρει τὰ πράγματα ἀλλοῦ. bbox=[271, 562, 515, 615]
serial1-paragraph: — Διότι μᾶς ἔμεινε τὸ ἴχνος του. Ἰδού, ἕνα κουμβίον ἀπὸ τὸ ἐπανωφόρι του. bbox=[527, 813, 770, 840]
ad-footer: Τιμολόγια καὶ κατάλογοι στέλλονται δωρεάν. bbox=[1249, 1894, 1532, 1908]
ad-place: (ΟΜΟΝΟΙΑ) bbox=[1123, 264, 1201, 280]
ad-brand: ΛΟΓΓΟΥ & ΜΟΥΛΑ bbox=[1095, 587, 1229, 651]
serial2-paragraph: — Αὔριον τὸ πρωΐ. Τὸ πλοῖον θὰ ἀναχωρήσῃ μὲ τὴν αὐγήν. bbox=[271, 1624, 515, 1651]
ad-line: Τὸ γάλα εἰς τὰς Μπερνιτσα. bbox=[1049, 433, 1208, 446]
ad-title: ΑΜΙΑΝΤΑ ΜΕΤΑΞΩΤΑ bbox=[826, 1332, 992, 1348]
ad-grocery bbox=[778, 659, 1039, 839]
ad-jewelry-exhibit bbox=[1047, 1456, 1584, 1659]
ad-home-delivery bbox=[778, 1148, 1039, 1322]
ad-line: Χρυσᾶ ὡρολόγια τῶν ἀρίστων ἐργοστασίων τῆς Ἑλβετίας ἀπὸ 18 Καρατ. bbox=[1092, 1539, 1539, 1553]
ad-sub: ΤΩΝ ΠΟΛΙΤΙΚΩΝ ΥΠΑΛΛΗΛΩΝ bbox=[1287, 174, 1582, 191]
ad-pharmacy: ΦΑΡΜΑΚΕΙΟΝ Σ. Δ. ΚΡΙΝΟΥ bbox=[1354, 718, 1515, 733]
ad-religious-book bbox=[1047, 677, 1277, 849]
ad-mourning-clothes bbox=[1047, 1913, 1584, 2017]
serial2-paragraph: — Ὁ νέος τοῦ Σίλλιγγ, παρατήρησεν ἐκεῖνος, εἶνε εὐγενὴς καὶ γενναῖος. Τὸ μαντεῖον τῆς οἰκογενείας μας εἶνε πάντοτε ἀληθινόν. bbox=[271, 1148, 515, 1202]
ad-title: ΠΕΝΘΙΜΑ ΦΟΡΕΜΑΤΑ ΚΑΙ ΚΑΠΕΛΛΑ bbox=[1133, 1915, 1498, 1940]
ad-title: ΗΛΕΚΤΡΙΚΟΙ ΛΑΜΠΤΗΡΕΣ bbox=[1289, 1658, 1492, 1734]
serial2-paragraph: Τώρα πρὸ αὐτοῦ τοῦ κατωφλίου ἐστάθη διὰ στιγμὴν καὶ ἐκύτταξε τὴν παλαιὰν οἰκίαν τῶν Σίλλιγγ, ὅπου εἶχε περάσει τὰς ὡραιοτέρας ἡμέρας τοῦ βίου του. bbox=[527, 1430, 770, 1484]
serial1-paragraph: — Τὸ ἀγνοοῦμεν· ἀλλὰ εὑρίσκεται ἀσφαλῶς εἰς τὴν πρωτεύουσαν. bbox=[527, 523, 770, 550]
serial1-paragraph: — Πέτρες, χώμα, πέτρες, ἀνεφώνησεν ἐκεῖ σὰν κτυπημένος. Τὸ κιβώτιον ἦτο γεμάτο ἀπὸ πέτρες καὶ ἀπὸ ξερὰ φύλλα. bbox=[271, 476, 515, 517]
ad-morris-watches bbox=[1047, 855, 1277, 1005]
ad-text: Παρακαλοῦνται δὲ ἰδιαιτέρως οἱ κ.κ. μέτοχοι ὅπως προσέλθωσι εἰς τὴν Συνέλευσιν ταύτην, διότι τὸ Διοικητικὸν Συμβούλιον θὰ προβῇ εἰς σοβαρὰς ἀνακοινώσεις. bbox=[1287, 277, 1582, 331]
ad-central: Κεντρικὴ Ἀποθήκη ὁδὸς Σοφοκλέους 22· ἀριθ. τηλεφώνου 1106. bbox=[780, 1071, 1037, 1098]
serial2-paragraph: Ἡ νεάνις δὲν ἀπήντησεν, ἀλλὰ ἔτεινε τὴν χεῖρά της, τὴν ὁποίαν ἐκεῖνος ἔσφιγξε θερμῶς. bbox=[527, 1384, 770, 1424]
serial1-paragraph: Ἐπειτα μὲ ἀποδείξεις ὁ φίλος μου, ἔσπευσε πρὸς τὴν Ἀστυνομίαν. Ἐκεῖ ἐπρόκειτο περὶ συναντήσεως μετὰ τοῦ ἀρμοδίου ἀστυνόμου. bbox=[527, 397, 770, 451]
ad-line: Διὰ τὸ Πάσχα Τσουρέκια ἐξ ἀγνοῦ βουτύρου. bbox=[1049, 340, 1275, 367]
ad-names: Σ. ΜΑΡΚΟΥ & Θ. ΤΣΑΜΠΟΥΛΑ bbox=[1115, 1610, 1515, 1641]
ad-pharmacy-address: Ὁδὸς Αἰόλου 121-123, ΕΝ ΑΘΗΝΑΙΣ bbox=[1332, 732, 1537, 746]
ads-column-3 bbox=[778, 152, 1039, 1917]
ad-sotiropoulos bbox=[778, 845, 1039, 1142]
ad-text: Συμφώνως τῷ ἄρθρῳ 35 τοῦ Καταστατικοῦ τοῦ Ταμείου καλοῦνται οἱ κ.κ. μέτοχοι εἰς γενικὴν συνέλευσιν τὴν 1ην Ἀπριλίου 1912, ἡμέραν Κυριακὴν καὶ ὥραν 10 π.μ. εἰς τὸ γραφεῖον τοῦ Ταμείου πρὸς ἐκλογὴν τῶν μελῶν τοῦ Διοικητικοῦ Συμβουλίου καὶ τῆς Ἐξελεγκτικῆς Ἐπιτροπῆς. bbox=[1287, 191, 1582, 271]
serial1-paragraph: Μόλις εἴχομεν διέλθει τὸν φράκτην, ἤκουσα θόρυβον ἐκ τοῦ ἄλλου μέρους. Στραφεὶς εἶδον σκιὰν ταχέως ἀπομακρυνομένην. bbox=[527, 700, 770, 754]
ad-footer: ΝΤΑΝΤΑ μὲ καλὰς συστάσεις ζητεῖ θέσιν. Πληροφορίαι παρ' ἡμῖν. bbox=[780, 1446, 1037, 1473]
letter-paragraph: Εἰς τὴν εὔλογον ἐρώτησιν ὑμῶν, ἀπαντῶ κατὰ τὴν κατάρτισιν τοῦ συνδυασμοῦ, ἐκ τῶν δύο ἐκλεκτῶν ὑποψηφίων ἐξ ὧν ὁ εἷς ἦτο ὁ κ. Στάης, ὅτι ἐγνωρίζομεν ὅτι τοῦτο μὲν ἐκ τῶν προσωπικῶν σχέσεων καὶ ἀντιλήψεων ἐπεβάλλετο, καὶ ὅτι πάντες ἐκάστοτε ἐκφράζοντες τὴν ἐπιθυμίαν ἡμῶν. bbox=[14, 383, 261, 495]
ad-title: ΜΠΟΜΠΟΝΙΕΡΕΣ bbox=[799, 459, 1018, 491]
divider bbox=[271, 992, 770, 995]
serial2-paragraph: Ὁ εὐγενὴς τῶν Νοτίων Πολιτειῶν, μὲ τὰ λευκὰ χρονισμένα μαλλιά, ἐξέτεινε τὴν χεῖρα πρὸς τὸν νέον. Ἡ σιωπὴ ἦτο βαθεῖα εἰς τὴν αἴθουσαν, ὅπου ὅλοι ἠκροῶντο. bbox=[271, 1088, 515, 1142]
filler-school: Εἰδικὸν Φωτογραφεῖον καὶ Σχολὴ Φωτογραφίας bbox=[553, 1595, 744, 1622]
ad-publisher: Ἐκδότης Γ. ΣΤΕΦΑΝΟΥ, Ἀθῆναι bbox=[1387, 2238, 1584, 2252]
ad-title: ΝΕΟΝ ΠΑΡΙΣΙΝΟΝ ΚΑΤΑΣΤΗΜΑ bbox=[833, 156, 985, 198]
lightbulb-illustration bbox=[1047, 1658, 1197, 1897]
serial2-paragraph: — Τί; ἠρώτησεν ἐκείνη χαμηλοφώνως. bbox=[541, 1332, 755, 1345]
ads-column-5 bbox=[1285, 152, 1584, 1448]
ad-text: Στερεώτατοι καὶ φῶς λευκότατον. Κατασκευάζονται δι' ὅλα τὰ Voltage καὶ κηρία. bbox=[1197, 1804, 1584, 1831]
ad-line: Πολυτίμων κοσμημάτων ἐκ τῶν πλέον nouveautés-σχεδίων. bbox=[1132, 1511, 1499, 1525]
ad-text: Μεταλλεῖα ζητοῦνται πρὸς ἐκμετάλλευσιν, ἀγορὰν ἢ μίσθωσιν καὶ ἐν Ἑλλάδι καὶ Κρήτῃ, πληροφορίαι παρὰ τοῦ κ. Γρηγορίου Μεταλλέως ἢ παρὰ τῷ κ. Ν. Μελετοπούλῳ ὁδὸς Ἀγίου Μάρκου 9. bbox=[1287, 808, 1582, 862]
serial2-header bbox=[271, 1001, 770, 1082]
serial2-paragraph: (Ἀκολουθεῖ) bbox=[703, 1490, 770, 1504]
ad-bomboniere bbox=[778, 456, 1039, 654]
ad-text: Ἡ ΦΛΟΓΕΡΑ ΤΟΥ ΓΕΡΩ-ΔΗΜΟΥ εἶνε μία παραμυθένια ἱστορία ὅπου πλέκεται ἡ ἀγάπη, ἡ τιμή, ἡ ἀρετὴ καὶ ἡ καλωσύνη. Εἶνε γραμμένη εἰς γλῶσσαν ἁπλῆν καὶ γλυκεῖαν καὶ στολίζεται ἀπὸ πολλὰς ὡραίας εἰκόνας. bbox=[778, 2153, 1584, 2180]
divider bbox=[14, 1328, 261, 1329]
serial2-title: Η ΟΙΚΙΑ ΣΙΛΛΙΓΓ bbox=[271, 1026, 770, 1082]
letter-footnote: Πωλοῦνται ξυλεία κατεργασμένη καὶ ἄλλα εἴδη κατασκευῆς ἀκριβεῖς τιμαὶ εἰς τὸ κατάστημα Αἰόλου 141 β'. bbox=[14, 1335, 261, 1374]
serial2-paragraph: Ἐκάθισε καὶ ἐκύτταξε τὴν Μερκέλ, ἡ ὁποία ἐκράτει τὰ βλέμματά της χαμηλωμένα. bbox=[271, 1558, 515, 1598]
ad-address: 4 — Ὁδὸς Σεπτεμβρίου — 4 bbox=[823, 726, 995, 741]
letter-paragraph: Μετ' ἀνταλλαγὴν γνωμῶν καὶ σκέψεων καὶ κύριοι συνάντησιν κατὰ τὴν ὁποίαν ἐξεφράσθη ἡ γνώμη ὅπως παραμείνητε σεῖς καὶ ὁ κ. Ἀπ. Κυζοπῆς ἐκτὸς τοῦ συνδυασμοῦ. Ὁ κ. Στάης ὅμως ἐπέμεινεν ὅπως περιληφθῆτε ἐν τῷ συνδυασμῷ. bbox=[14, 604, 261, 688]
ad-soap bbox=[1285, 508, 1584, 751]
letter-place-date: Κόρινθος 26 Μαρτίου 1912. bbox=[28, 1309, 185, 1322]
serial1-title: ΤΟ ΑΙΝΙΓΜΑ ΤΟΥ ΕΡΥΘΡΟΥ ΚΙΒΩΤΙΟΥ bbox=[301, 192, 740, 288]
ad-shop-pre: Μόνον εἰς τὸ Εἰδικὸν Ἐργοστάσιον bbox=[809, 538, 1008, 551]
ad-text: Ἐκ τῶν ἐν Ἀθήναις καὶ Πειραιεῖ ὡργανωμένων Πρατηρίων μας. bbox=[780, 1170, 1037, 1197]
ad-line: Φονκάν, παπάρα, Φρουί Γλασσέ, Μαρόν-Γλασσέ, Κομπόστες ἐν ἀφθονίᾳ, Βουτήματα παντὸς εἴδους. bbox=[1049, 373, 1275, 427]
ad-shop: ΤΟ ΜΕΓΑ ΑΔΑΜΑΝΤΟΠΩΛΕΙΟΝ bbox=[1165, 1587, 1466, 1609]
ad-pre: ΕΙΣ ΤΟ ΕΡΜΕΙΟΝ bbox=[1255, 1941, 1377, 1958]
serial1-paragraph: — Ἀλήθεια, ἐκεῖνο μοῦ φαίνεται γνωστόν, εἶπα. bbox=[527, 846, 770, 873]
